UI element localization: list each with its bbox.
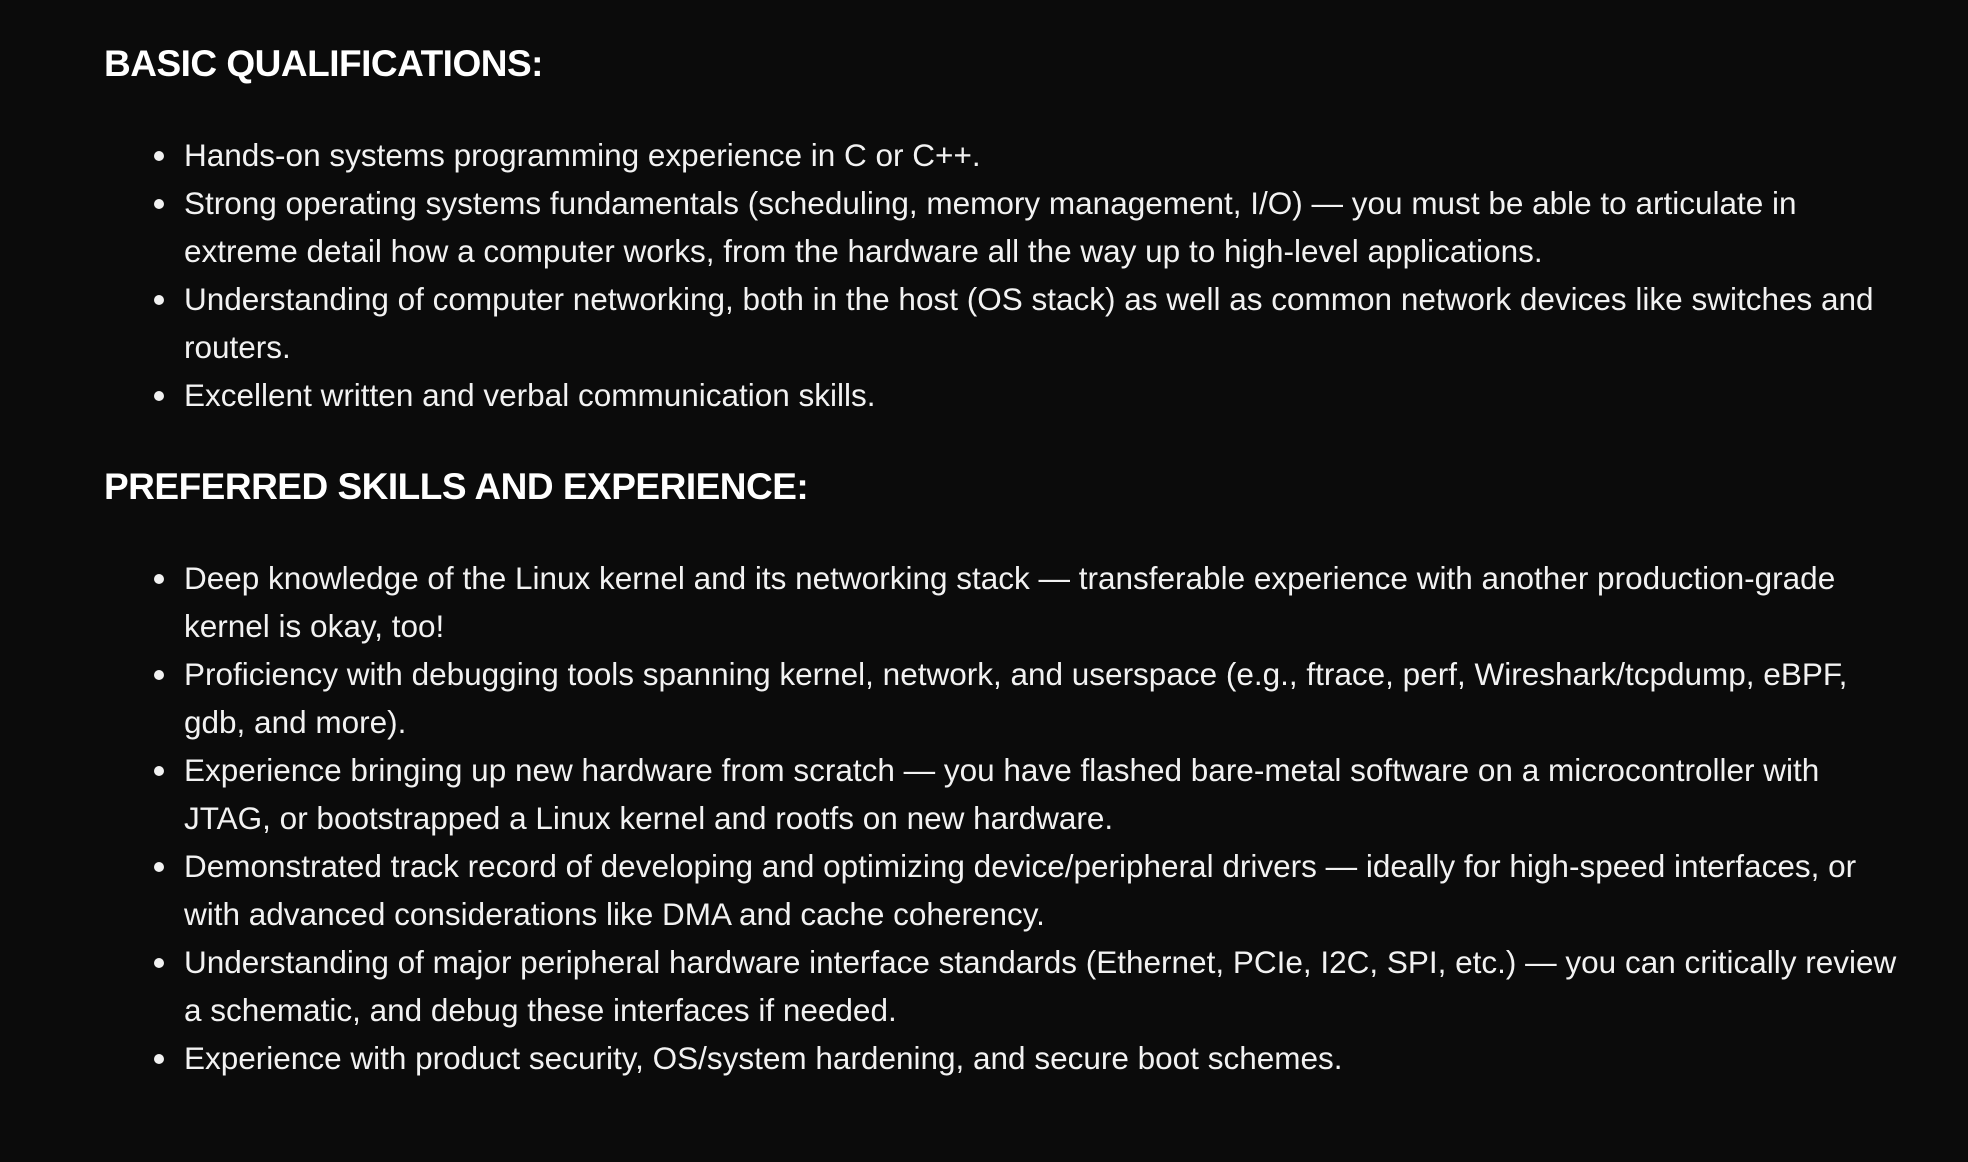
basic-qualifications-section xyxy=(104,38,1904,419)
bullet-icon xyxy=(154,958,164,968)
list-item xyxy=(184,371,1904,419)
section-heading-preferred-skills: PREFERRED SKILLS AND EXPERIENCE: xyxy=(104,466,809,507)
bullet-icon xyxy=(154,199,164,209)
list-item-text: Experience with product security, OS/system hardening, and secure boot schemes. xyxy=(184,1040,1343,1076)
bullet-icon xyxy=(154,295,164,305)
bullet-icon xyxy=(154,574,164,584)
bullet-icon xyxy=(154,151,164,161)
list-item-text: Understanding of major peripheral hardware interface standards (Ethernet, PCIe, I2C, SPI, etc.) — you can critically review a schematic, and debug these interfaces if needed. xyxy=(184,944,1897,1028)
bullet-icon xyxy=(154,766,164,776)
bullet-icon xyxy=(154,1054,164,1064)
basic-qualifications-list xyxy=(104,131,1904,419)
list-item-text: Excellent written and verbal communication skills. xyxy=(184,377,876,413)
list-item-text: Deep knowledge of the Linux kernel and its networking stack — transferable experience with another production-grade kernel is okay, too! xyxy=(184,560,1836,644)
list-item xyxy=(184,275,1904,371)
list-item-text: Proficiency with debugging tools spanning kernel, network, and userspace (e.g., ftrace, perf, Wireshark/tcpdump, eBPF, gdb, and more). xyxy=(184,656,1848,740)
preferred-skills-list xyxy=(104,554,1904,1082)
list-item xyxy=(184,1034,1904,1082)
list-item xyxy=(184,554,1904,650)
list-item xyxy=(184,842,1904,938)
bullet-icon xyxy=(154,670,164,680)
job-requirements xyxy=(104,38,1904,1082)
preferred-skills-section xyxy=(104,461,1904,1082)
list-item-text: Experience bringing up new hardware from scratch — you have flashed bare-metal software on a microcontroller with JTAG, or bootstrapped a Linux kernel and rootfs on new hardware. xyxy=(184,752,1820,836)
bullet-icon xyxy=(154,391,164,401)
list-item xyxy=(184,131,1904,179)
bullet-icon xyxy=(154,862,164,872)
section-heading-basic-qualifications: BASIC QUALIFICATIONS: xyxy=(104,43,543,84)
list-item-text: Strong operating systems fundamentals (scheduling, memory management, I/O) — you must be able to articulate in extreme detail how a computer works, from the hardware all the way up to high-level applications. xyxy=(184,185,1797,269)
list-item-text: Hands-on systems programming experience in C or C++. xyxy=(184,137,981,173)
list-item xyxy=(184,650,1904,746)
list-item-text: Understanding of computer networking, both in the host (OS stack) as well as common network devices like switches and routers. xyxy=(184,281,1874,365)
list-item xyxy=(184,179,1904,275)
list-item xyxy=(184,746,1904,842)
list-item xyxy=(184,938,1904,1034)
list-item-text: Demonstrated track record of developing and optimizing device/peripheral drivers — ideally for high-speed interfaces, or with advanced considerations like DMA and cache coherency. xyxy=(184,848,1857,932)
